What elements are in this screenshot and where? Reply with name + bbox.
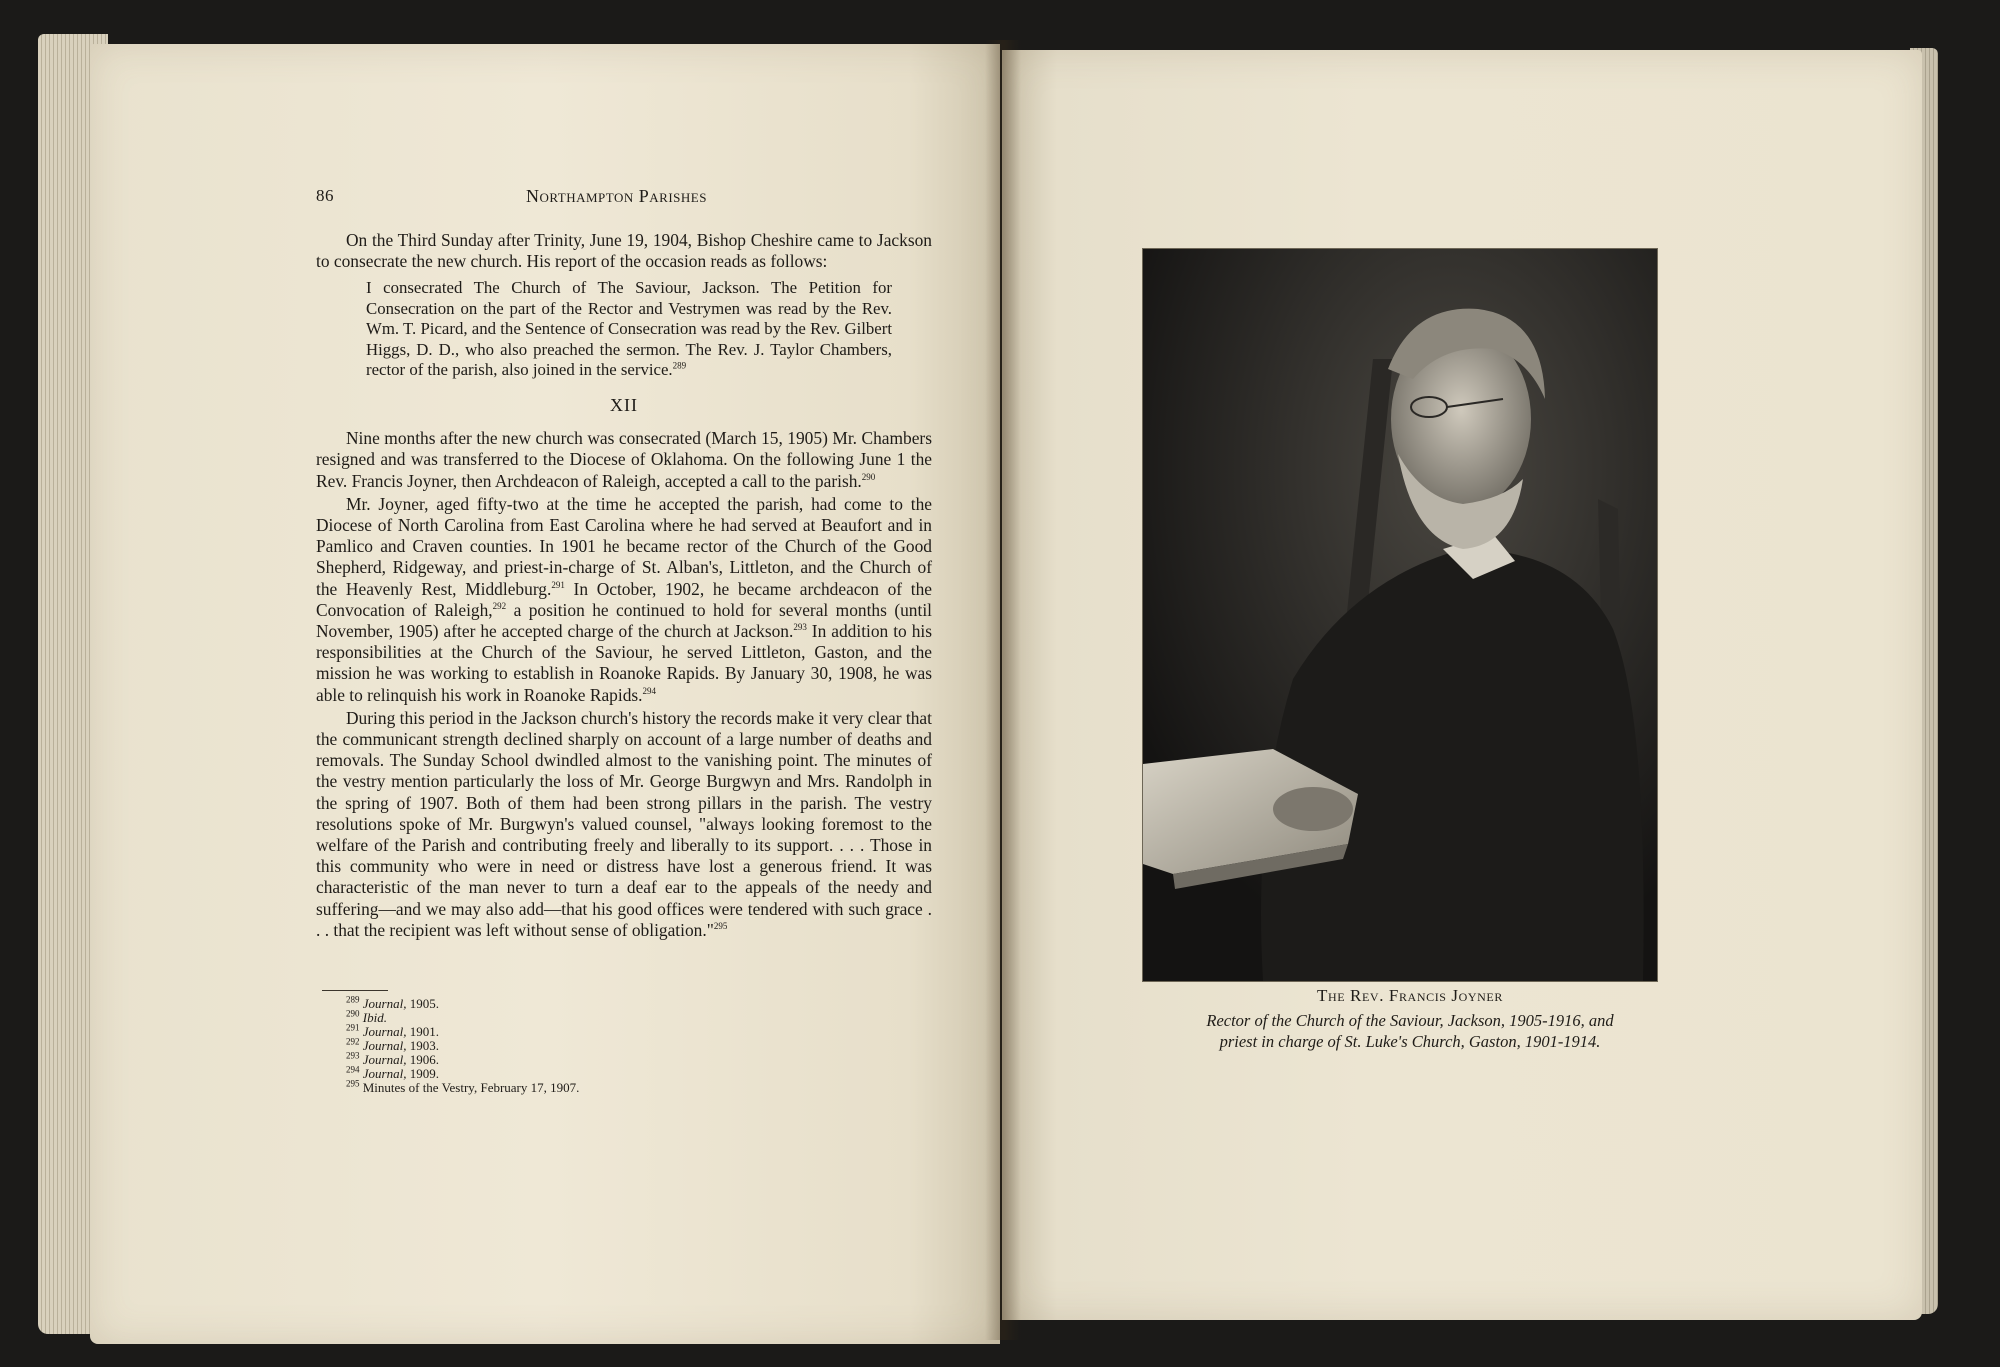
paragraph-1-text: Nine months after the new church was consecrated (March 15, 1905) Mr. Chambers resigned and was transferred to the Diocese of Oklahoma. On the following June 1 the Rev. Francis Joyner, then Archdeacon of Raleigh, accepted a call to the parish. [316, 428, 932, 491]
paragraph-2 [316, 494, 932, 706]
footnote-source: Journal, [362, 1024, 407, 1039]
footnote-source: Journal, [362, 1052, 407, 1067]
footnote-ref: 291 [551, 579, 565, 590]
footnote-ref: 293 [793, 622, 807, 633]
footnote-text: 1901. [406, 1024, 439, 1039]
caption-title: The Rev. Francis Joyner [1317, 986, 1503, 1005]
footnote-text: Minutes of the Vestry, February 17, 1907. [362, 1080, 580, 1095]
paragraph-3 [316, 708, 932, 941]
paragraph-2a-text: Mr. Joyner, aged fifty-two at the time he accepted the parish, had come to the Diocese of North Carolina from East Carolina where he had served at Beaufort and in Pamlico and Craven counties. In 1901 he became rector of the Church of the Good Shepherd, Ridgeway, and priest-in-charge of St. Alban's, Littleton, and the Church of the Heavenly Rest, Middleburg. [316, 493, 932, 599]
paragraph-3-text: During this period in the Jackson church's history the records make it very clear that the communicant strength declined sharply on account of a large number of deaths and removals. The Sunday School dwindled almost to the vanishing point. The minutes of the vestry mention particularly the loss of Mr. George Burgwyn and Mrs. Randolph in the spring of 1907. Both of them had been strong pillars in the parish. The vestry resolutions spoke of Mr. Burgwyn's valued counsel, "always looking foremost to the welfare of the Parish and contributing freely and liberally to its support. . . . Those in this community who were in need or distress have lost a generous friend. It was characteristic of the man never to turn a deaf ear to the appeals of the needy and suffering—and we may also add—that his good offices were tendered with such grace . . . that the recipient was left without sense of obligation." [316, 707, 932, 940]
footnote-ref: 292 [492, 600, 507, 611]
footnote-source: Journal, [362, 1066, 407, 1081]
footnote [346, 1064, 676, 1081]
caption-line-2: priest in charge of St. Luke's Church, Gaston, 1901-1914. [1219, 1032, 1601, 1051]
section-number: XII [610, 394, 638, 415]
footnote-number: 289 [346, 994, 360, 1005]
footnote [346, 994, 676, 1011]
paragraph-2c-text: a position he continued to hold for several months (until November, 1905) after he accepted charge of the church at Jackson. [316, 599, 932, 641]
footnote-source: Journal, [362, 1038, 407, 1053]
footnote-number: 292 [346, 1036, 360, 1047]
page-number: 86 [316, 186, 334, 205]
bishop-quote [366, 278, 892, 381]
footnote [346, 1008, 676, 1025]
footnote [346, 1022, 676, 1039]
footnote-number: 293 [346, 1050, 360, 1061]
photo-caption [1160, 986, 1660, 1052]
footnote-text: 1906. [406, 1052, 439, 1067]
portrait-image [1143, 249, 1657, 981]
footnote-ref: 295 [713, 920, 728, 931]
footnote-ref: 289 [672, 360, 687, 371]
running-head-title: Northampton Parishes [526, 186, 707, 206]
footnote-number: 295 [346, 1078, 360, 1089]
left-page-body [316, 230, 932, 943]
footnote [346, 1078, 676, 1095]
book-gutter [985, 40, 1021, 1340]
footnote-text: 1909. [406, 1066, 439, 1081]
paragraph-2d-text: In addition to his responsibilities at the Church of the Saviour, he served Littleton, Gaston, and the mission he was working to establish in Roanoke Rapids. By January 30, 1908, he was able to relinquish his work in Roanoke Rapids. [316, 620, 932, 705]
footnote-ref: 294 [642, 685, 657, 696]
caption-line-1: Rector of the Church of the Saviour, Jackson, 1905-1916, and [1206, 1011, 1614, 1030]
running-head [316, 186, 936, 210]
caption-description [1160, 1010, 1660, 1052]
footnote-text: 1905. [406, 996, 439, 1011]
intro-paragraph: On the Third Sunday after Trinity, June 19, 1904, Bishop Cheshire came to Jackson to consecrate the new church. His report of the occasion reads as follows: [316, 230, 932, 272]
footnote-number: 291 [346, 1022, 360, 1033]
bishop-quote-text: I consecrated The Church of The Saviour, Jackson. The Petition for Consecration on the part of the Rector and Vestrymen was read by the Rev. Wm. T. Picard, and the Sentence of Consecration was read by the Rev. Gilbert Higgs, D. D., who also preached the sermon. The Rev. J. Taylor Chambers, rector of the parish, also joined in the service. [366, 278, 892, 380]
footnote-source: Journal, [362, 996, 407, 1011]
footnote-source: Ibid. [362, 1010, 387, 1025]
footnote-rule [322, 990, 388, 991]
paragraph-2b-text: In October, 1902, he became archdeacon of the Convocation of Raleigh, [316, 578, 932, 620]
footnote-ref: 290 [861, 471, 876, 482]
footnotes [316, 990, 676, 1095]
portrait-photo [1142, 248, 1658, 982]
footnote-text: 1903. [406, 1038, 439, 1053]
footnote [346, 1036, 676, 1053]
paragraph-1 [316, 428, 932, 492]
footnote [346, 1050, 676, 1067]
footnote-number: 294 [346, 1064, 360, 1075]
footnote-number: 290 [346, 1008, 360, 1019]
